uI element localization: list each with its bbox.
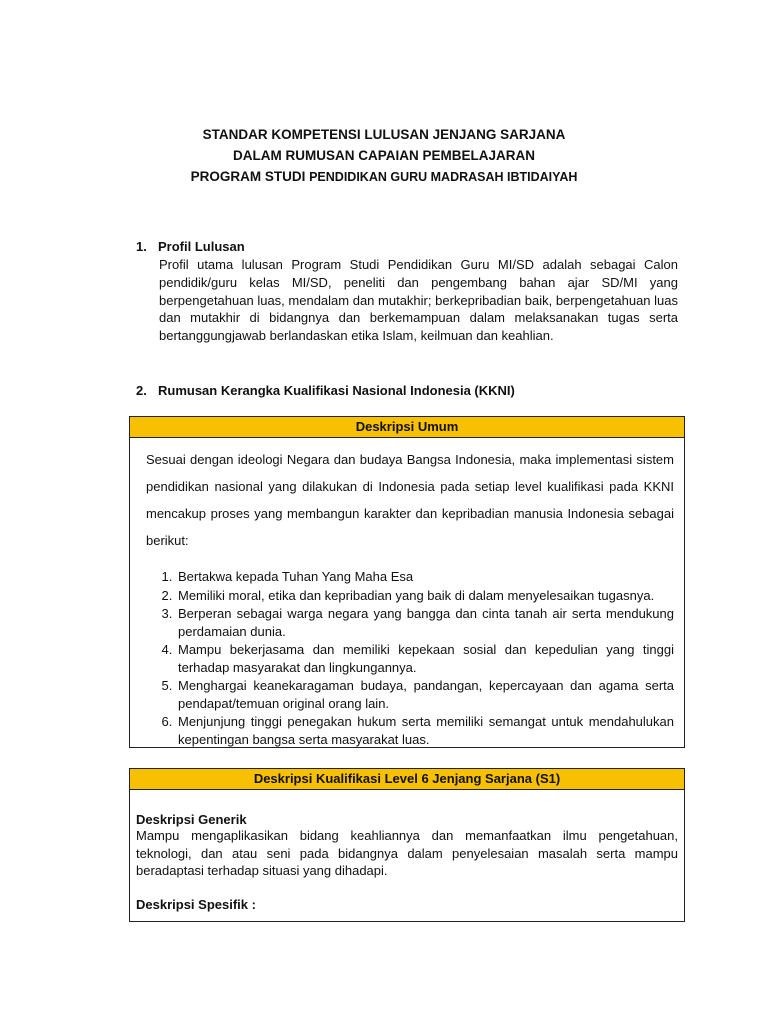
section-1-number: 1.	[136, 239, 147, 254]
list-item: 1. Bertakwa kepada Tuhan Yang Maha Esa	[176, 568, 674, 586]
list-item: 3. Berperan sebagai warga negara yang bangga dan cinta tanah air serta mendukung perdamaian dunia.	[176, 605, 674, 640]
level-6-header: Deskripsi Kualifikasi Level 6 Jenjang Sarjana (S1)	[130, 769, 684, 790]
generic-description-text: Mampu mengaplikasikan bidang keahliannya dan memanfaatkan ilmu pengetahuan, teknologi, dan atau seni pada bidangnya dalam penyelesaian masalah serta mampu beradaptasi terhadap situasi yang dihadapi.	[136, 828, 678, 878]
level-6-qualification-table	[129, 768, 685, 922]
general-description-intro: Sesuai dengan ideologi Negara dan budaya Bangsa Indonesia, maka implementasi sistem pendidikan nasional yang dilakukan di Indonesia pada setiap level kualifikasi pada KKNI mencakup proses yang membangun karakter dan kepribadian manusia Indonesia sebagai berikut:	[146, 452, 674, 548]
list-item: 2. Memiliki moral, etika dan kepribadian yang baik di dalam menyelesaikan tugasnya.	[176, 587, 674, 605]
section-2-heading	[136, 383, 515, 398]
list-item: 6. Menjunjung tinggi penegakan hukum serta memiliki semangat untuk mendahulukan kepentingan bangsa serta masyarakat luas.	[176, 713, 674, 748]
title-program-prefix: PROGRAM STUDI	[190, 169, 306, 184]
title-program-name: PENDIDIKAN GURU MADRASAH IBTIDAIYAH	[309, 170, 578, 184]
section-1-heading	[136, 239, 245, 254]
general-description-header: Deskripsi Umum	[130, 417, 684, 438]
title-line-3	[0, 166, 768, 188]
specific-description-heading: Deskripsi Spesifik :	[136, 896, 256, 912]
title-line-2: DALAM RUMUSAN CAPAIAN PEMBELAJARAN	[233, 148, 535, 163]
character-list	[130, 568, 674, 748]
list-item: 4. Mampu bekerjasama dan memiliki kepekaan sosial dan kepedulian yang tinggi terhadap masyarakat dan lingkungannya.	[176, 641, 674, 676]
generic-description-heading: Deskripsi Generik	[136, 812, 247, 827]
section-1-title: Profil Lulusan	[158, 239, 245, 254]
document-title	[0, 124, 768, 188]
section-2-number: 2.	[136, 383, 147, 398]
section-2-title: Rumusan Kerangka Kualifikasi Nasional Indonesia (KKNI)	[158, 383, 515, 398]
section-1-paragraph: Profil utama lulusan Program Studi Pendidikan Guru MI/SD adalah sebagai Calon pendidik/guru kelas MI/SD, peneliti dan pengembang bahan ajar SD/MI yang berpengetahuan luas, mendalam dan mutakhir; berkepribadian baik, berpengetahuan luas dan mutakhir di bidangnya dan berkemampuan dalam melaksanakan tugas serta bertanggungjawab berlandaskan etika Islam, keilmuan dan keahlian.	[159, 257, 678, 344]
title-line-1: STANDAR KOMPETENSI LULUSAN JENJANG SARJANA	[202, 127, 566, 142]
list-item: 5. Menghargai keanekaragaman budaya, pandangan, kepercayaan dan agama serta pendapat/temuan original orang lain.	[176, 677, 674, 712]
general-description-table	[129, 416, 685, 748]
